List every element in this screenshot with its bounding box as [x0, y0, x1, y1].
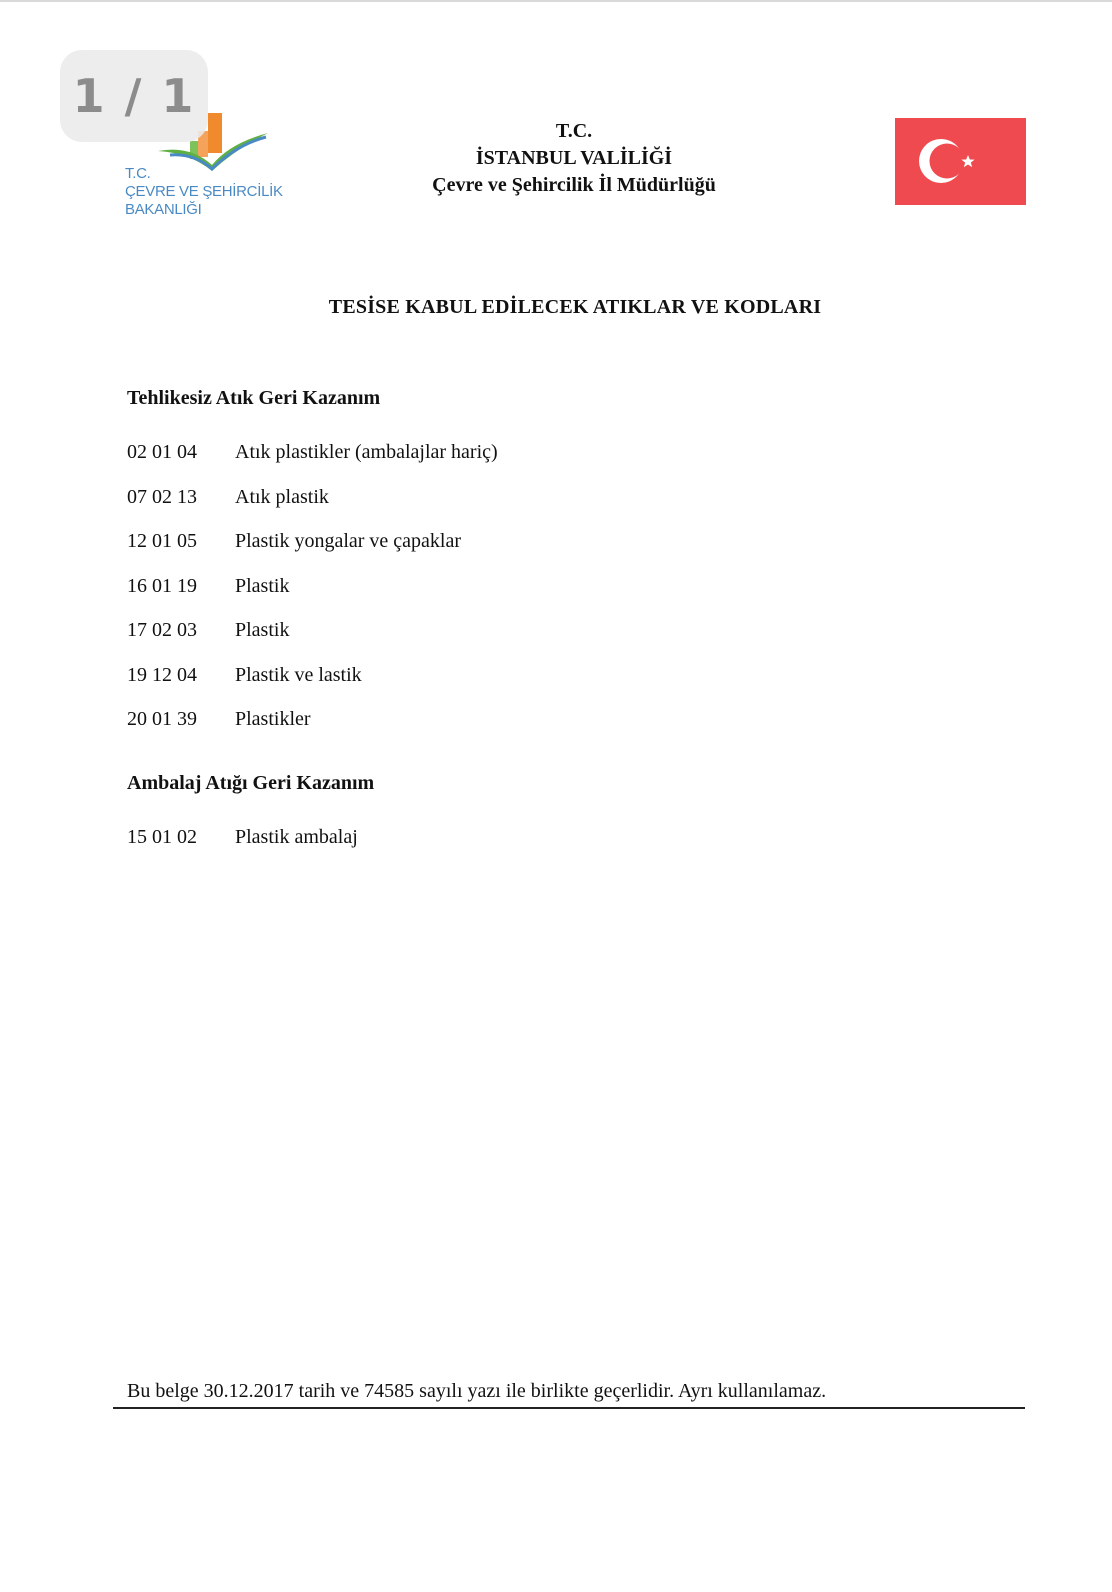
section-heading-packaging: Ambalaj Atığı Geri Kazanım	[127, 772, 375, 794]
footer-validity-note: Bu belge 30.12.2017 tarih ve 74585 sayılı yazı ile birlikte geçerlidir. Ayrı kullanılamaz.	[127, 1380, 827, 1402]
waste-description: Plastik yongalar ve çapaklar	[235, 530, 462, 552]
turkish-flag	[895, 118, 1026, 205]
waste-code-row	[127, 441, 498, 464]
logo-line-bakanligi: BAKANLIĞI	[125, 201, 202, 218]
header-tc: T.C.	[555, 120, 593, 142]
document-header	[374, 118, 774, 199]
waste-description: Plastikler	[235, 708, 311, 730]
document-title: TESİSE KABUL EDİLECEK ATIKLAR VE KODLARI	[328, 296, 822, 318]
page-indicator: 1 / 1	[60, 50, 208, 142]
header-directorate: Çevre ve Şehircilik İl Müdürlüğü	[432, 174, 716, 196]
logo-line-tc: T.C.	[125, 165, 151, 182]
waste-code: 07 02 13	[127, 486, 197, 508]
section-heading-non-hazardous: Tehlikesiz Atık Geri Kazanım	[127, 387, 381, 409]
waste-code: 12 01 05	[127, 530, 197, 552]
top-border	[0, 0, 1112, 2]
waste-description: Atık plastik	[235, 486, 329, 508]
waste-code-row	[127, 530, 461, 553]
waste-code: 17 02 03	[127, 619, 197, 641]
waste-code-row	[127, 708, 311, 731]
waste-code: 19 12 04	[127, 664, 197, 686]
waste-description: Atık plastikler (ambalajlar hariç)	[235, 441, 498, 463]
waste-code-row	[127, 826, 358, 849]
waste-code-row	[127, 619, 289, 642]
footer-underline	[113, 1407, 1025, 1409]
header-valilik: İSTANBUL VALİLİĞİ	[475, 147, 673, 169]
waste-description: Plastik	[235, 575, 290, 597]
waste-code-row	[127, 575, 289, 598]
waste-code: 15 01 02	[127, 826, 197, 848]
waste-code: 20 01 39	[127, 708, 197, 730]
waste-description: Plastik	[235, 619, 290, 641]
logo-line-ministry: ÇEVRE VE ŞEHİRCİLİK	[125, 183, 283, 200]
waste-code: 16 01 19	[127, 575, 197, 597]
waste-code: 02 01 04	[127, 441, 197, 463]
waste-code-row	[127, 486, 329, 509]
waste-code-row	[127, 664, 362, 687]
crescent-star-icon	[895, 118, 1026, 205]
waste-description: Plastik ve lastik	[235, 664, 362, 686]
waste-description: Plastik ambalaj	[235, 826, 358, 848]
